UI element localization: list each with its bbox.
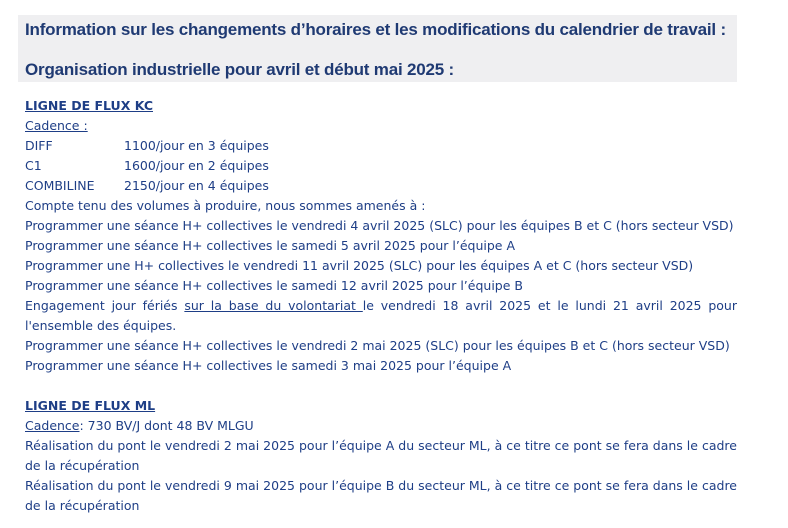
kc-engagement bbox=[25, 296, 737, 336]
cadence-row-value: 1600/jour en 2 équipes bbox=[124, 158, 269, 173]
cadence-label-kc: Cadence : bbox=[25, 118, 88, 133]
cadence-row-value: 1100/jour en 3 équipes bbox=[124, 138, 269, 153]
cadence-row-name: C1 bbox=[25, 158, 42, 173]
kc-item: Programmer une séance H+ collectives le vendredi 4 avril 2025 (SLC) pour les équipes B et C (hors secteur VSD) bbox=[25, 218, 734, 233]
cadence-label-ml: Cadence bbox=[25, 418, 80, 433]
section-spacer bbox=[25, 376, 737, 396]
ml-item: Réalisation du pont le vendredi 2 mai 2025 pour l’équipe A du secteur ML, à ce titre ce pont se fera dans le cadre de la récupération bbox=[25, 438, 737, 473]
cadence-value-ml: : 730 BV/J dont 48 BV MLGU bbox=[79, 418, 254, 433]
engagement-prefix: Engagement jour fériés bbox=[25, 298, 185, 313]
cadence-row bbox=[25, 176, 737, 196]
cadence-row-name: DIFF bbox=[25, 138, 53, 153]
heading-organisation: Organisation industrielle pour avril et début mai 2025 : bbox=[25, 60, 455, 79]
cadence-row bbox=[25, 136, 737, 156]
ml-item: Réalisation du pont le vendredi 9 mai 2025 pour l’équipe B du secteur ML, à ce titre ce pont se fera dans le cadre de la récupération bbox=[25, 478, 737, 513]
document-body bbox=[25, 96, 737, 516]
kc-item: Programmer une séance H+ collectives le samedi 5 avril 2025 pour l’équipe A bbox=[25, 238, 515, 253]
kc-intro: Compte tenu des volumes à produire, nous sommes amenés à : bbox=[25, 198, 426, 213]
kc-item: Programmer une séance H+ collectives le vendredi 2 mai 2025 (SLC) pour les équipes B et C (hors secteur VSD) bbox=[25, 338, 730, 353]
cadence-row-value: 2150/jour en 4 équipes bbox=[124, 178, 269, 193]
engagement-suffix: le vendredi 18 avril 2025 et le lundi 21 avril 2025 pour l'ensemble des équipes. bbox=[25, 298, 737, 333]
heading-changes: Information sur les changements d’horaires et les modifications du calendrier de travail : bbox=[25, 20, 726, 39]
cadence-row-name: COMBILINE bbox=[25, 178, 95, 193]
cadence-row bbox=[25, 156, 737, 176]
kc-item: Programmer une séance H+ collectives le samedi 12 avril 2025 pour l’équipe B bbox=[25, 278, 523, 293]
kc-item: Programmer une séance H+ collectives le samedi 3 mai 2025 pour l’équipe A bbox=[25, 358, 512, 373]
cadence-ml bbox=[25, 416, 737, 436]
engagement-volontariat: sur la base du volontariat bbox=[184, 298, 363, 313]
section-title-ml: LIGNE DE FLUX ML bbox=[25, 398, 156, 413]
section-title-kc: LIGNE DE FLUX KC bbox=[25, 98, 153, 113]
kc-item: Programmer une H+ collectives le vendredi 11 avril 2025 (SLC) pour les équipes A et C (hors secteur VSD) bbox=[25, 258, 694, 273]
